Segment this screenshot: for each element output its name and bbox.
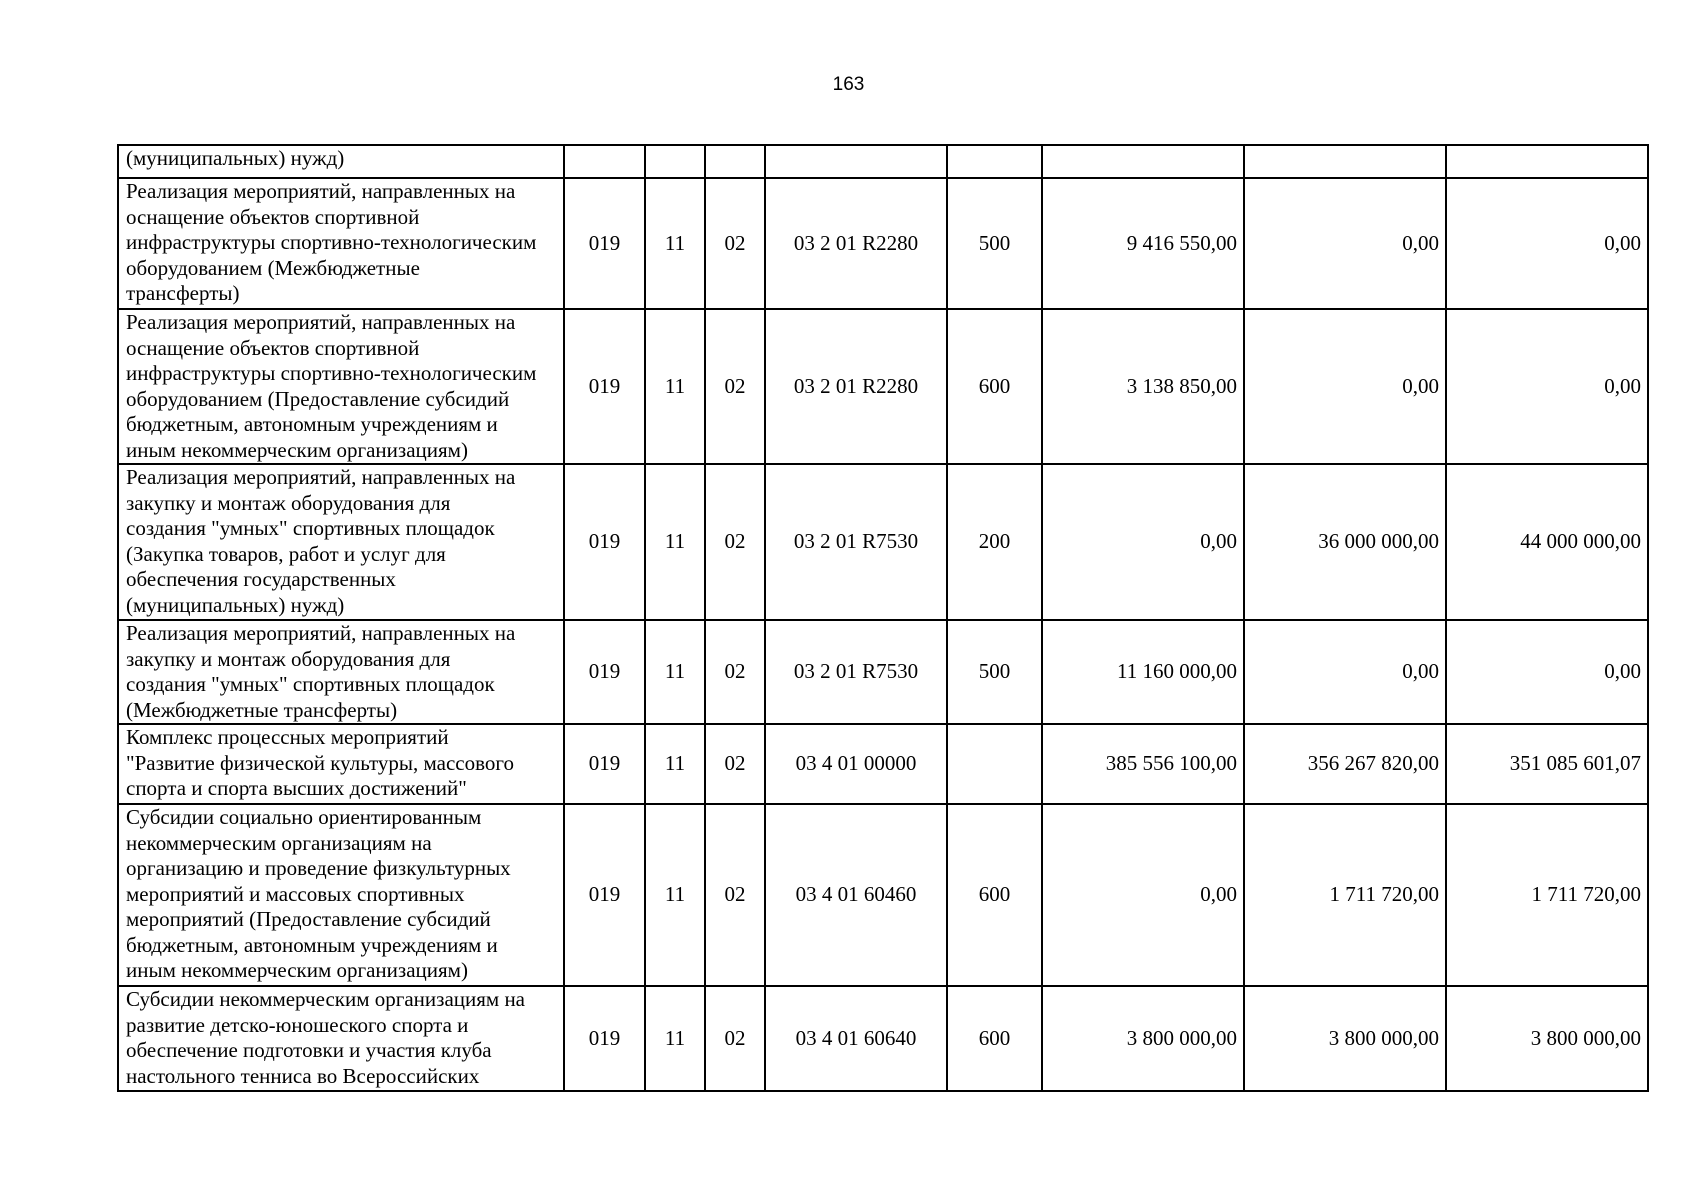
podrazdel-cell bbox=[705, 145, 765, 178]
sum-year2-cell: 0,00 bbox=[1244, 309, 1446, 464]
razdel-cell: 11 bbox=[645, 804, 705, 986]
vr-cell bbox=[947, 145, 1042, 178]
description-line: спорта и спорта высших достижений" bbox=[126, 776, 467, 800]
table-row bbox=[118, 309, 1648, 464]
description-line: (Межбюджетные трансферты) bbox=[126, 697, 398, 722]
csr-cell: 03 2 01 R7530 bbox=[765, 620, 947, 724]
vr-cell bbox=[947, 724, 1042, 804]
vr-cell: 600 bbox=[947, 804, 1042, 986]
description-line: иным некоммерческим организациям) bbox=[126, 958, 468, 982]
sum-year1-cell: 385 556 100,00 bbox=[1042, 724, 1244, 804]
description-line: иным некоммерческим организациям) bbox=[126, 437, 468, 462]
sum-year3-cell: 44 000 000,00 bbox=[1446, 464, 1648, 620]
description-line: развитие детско-юношеского спорта и bbox=[126, 1012, 469, 1037]
description-line: бюджетным, автономным учреждениям и bbox=[126, 932, 498, 957]
vr-cell: 200 bbox=[947, 464, 1042, 620]
csr-cell: 03 2 01 R2280 bbox=[765, 178, 947, 309]
vr-cell: 500 bbox=[947, 620, 1042, 724]
csr-cell bbox=[765, 145, 947, 178]
sum-year2-cell bbox=[1244, 145, 1446, 178]
description-line: закупку и монтаж оборудования для bbox=[126, 490, 451, 515]
podrazdel-cell: 02 bbox=[705, 724, 765, 804]
description-line: (муниципальных) нужд) bbox=[126, 146, 345, 170]
description-line: Субсидии социально ориентированным bbox=[126, 805, 482, 829]
podrazdel-cell: 02 bbox=[705, 309, 765, 464]
table-row bbox=[118, 804, 1648, 986]
razdel-cell bbox=[645, 145, 705, 178]
sum-year2-cell: 0,00 bbox=[1244, 178, 1446, 309]
sum-year1-cell: 11 160 000,00 bbox=[1042, 620, 1244, 724]
description-line: оборудованием (Предоставление субсидий bbox=[126, 386, 510, 411]
description-line: Реализация мероприятий, направленных на bbox=[126, 621, 516, 645]
budget-table-body bbox=[118, 145, 1648, 1091]
page-number: 163 bbox=[832, 74, 865, 95]
description-line: закупку и монтаж оборудования для bbox=[126, 646, 451, 671]
description-line: оборудованием (Межбюджетные bbox=[126, 255, 420, 280]
razdel-cell: 11 bbox=[645, 464, 705, 620]
table-row bbox=[118, 620, 1648, 724]
description-line: организацию и проведение физкультурных bbox=[126, 856, 511, 880]
podrazdel-cell: 02 bbox=[705, 464, 765, 620]
budget-table bbox=[117, 144, 1649, 1092]
csr-cell: 03 4 01 00000 bbox=[765, 724, 947, 804]
vedomstvo-cell: 019 bbox=[564, 309, 645, 464]
description-line: трансферты) bbox=[126, 281, 240, 305]
description-line: "Развитие физической культуры, массового bbox=[126, 750, 514, 775]
vedomstvo-cell: 019 bbox=[564, 178, 645, 309]
sum-year2-cell: 36 000 000,00 bbox=[1244, 464, 1446, 620]
razdel-cell: 11 bbox=[645, 724, 705, 804]
vedomstvo-cell: 019 bbox=[564, 620, 645, 724]
razdel-cell: 11 bbox=[645, 309, 705, 464]
sum-year1-cell bbox=[1042, 145, 1244, 178]
csr-cell: 03 4 01 60640 bbox=[765, 986, 947, 1091]
description-line: инфраструктуры спортивно-технологическим bbox=[126, 361, 537, 385]
podrazdel-cell: 02 bbox=[705, 178, 765, 309]
csr-cell: 03 2 01 R7530 bbox=[765, 464, 947, 620]
description-line: Реализация мероприятий, направленных на bbox=[126, 310, 516, 334]
sum-year3-cell: 1 711 720,00 bbox=[1446, 804, 1648, 986]
description-line: бюджетным, автономным учреждениям и bbox=[126, 412, 498, 436]
description-cell bbox=[118, 145, 564, 178]
sum-year3-cell bbox=[1446, 145, 1648, 178]
table-row bbox=[118, 145, 1648, 178]
table-row bbox=[118, 724, 1648, 804]
table-row bbox=[118, 986, 1648, 1091]
podrazdel-cell: 02 bbox=[705, 986, 765, 1091]
description-line: мероприятий и массовых спортивных bbox=[126, 881, 465, 906]
sum-year3-cell: 0,00 bbox=[1446, 309, 1648, 464]
description-line: Реализация мероприятий, направленных на bbox=[126, 179, 516, 203]
description-line: инфраструктуры спортивно-технологическим bbox=[126, 230, 537, 254]
description-line: обеспечение подготовки и участия клуба bbox=[126, 1038, 492, 1062]
sum-year2-cell: 0,00 bbox=[1244, 620, 1446, 724]
description-cell bbox=[118, 724, 564, 804]
vedomstvo-cell: 019 bbox=[564, 986, 645, 1091]
podrazdel-cell: 02 bbox=[705, 620, 765, 724]
sum-year2-cell: 356 267 820,00 bbox=[1244, 724, 1446, 804]
description-line: создания "умных" спортивных площадок bbox=[126, 672, 495, 696]
description-line: (муниципальных) нужд) bbox=[126, 592, 345, 617]
podrazdel-cell: 02 bbox=[705, 804, 765, 986]
description-cell bbox=[118, 309, 564, 464]
description-cell bbox=[118, 804, 564, 986]
description-line: (Закупка товаров, работ и услуг для bbox=[126, 541, 446, 566]
description-cell bbox=[118, 464, 564, 620]
sum-year3-cell: 3 800 000,00 bbox=[1446, 986, 1648, 1091]
table-row bbox=[118, 464, 1648, 620]
sum-year3-cell: 351 085 601,07 bbox=[1446, 724, 1648, 804]
description-cell bbox=[118, 178, 564, 309]
description-line: настольного тенниса во Всероссийских bbox=[126, 1063, 480, 1088]
description-line: мероприятий (Предоставление субсидий bbox=[126, 907, 491, 931]
vedomstvo-cell: 019 bbox=[564, 464, 645, 620]
description-line: Комплекс процессных мероприятий bbox=[126, 725, 449, 749]
sum-year3-cell: 0,00 bbox=[1446, 178, 1648, 309]
description-line: создания "умных" спортивных площадок bbox=[126, 516, 495, 540]
vedomstvo-cell bbox=[564, 145, 645, 178]
csr-cell: 03 2 01 R2280 bbox=[765, 309, 947, 464]
vr-cell: 500 bbox=[947, 178, 1042, 309]
sum-year2-cell: 1 711 720,00 bbox=[1244, 804, 1446, 986]
sum-year1-cell: 9 416 550,00 bbox=[1042, 178, 1244, 309]
csr-cell: 03 4 01 60460 bbox=[765, 804, 947, 986]
table-row bbox=[118, 178, 1648, 309]
description-line: оснащение объектов спортивной bbox=[126, 335, 420, 360]
sum-year1-cell: 0,00 bbox=[1042, 464, 1244, 620]
description-line: Реализация мероприятий, направленных на bbox=[126, 465, 516, 489]
vedomstvo-cell: 019 bbox=[564, 804, 645, 986]
vedomstvo-cell: 019 bbox=[564, 724, 645, 804]
description-cell bbox=[118, 620, 564, 724]
description-line: оснащение объектов спортивной bbox=[126, 204, 420, 229]
sum-year1-cell: 3 138 850,00 bbox=[1042, 309, 1244, 464]
description-cell bbox=[118, 986, 564, 1091]
razdel-cell: 11 bbox=[645, 178, 705, 309]
description-line: обеспечения государственных bbox=[126, 567, 396, 591]
description-line: некоммерческим организациям на bbox=[126, 830, 432, 855]
razdel-cell: 11 bbox=[645, 620, 705, 724]
description-line: Субсидии некоммерческим организациям на bbox=[126, 987, 525, 1011]
vr-cell: 600 bbox=[947, 309, 1042, 464]
sum-year1-cell: 0,00 bbox=[1042, 804, 1244, 986]
sum-year1-cell: 3 800 000,00 bbox=[1042, 986, 1244, 1091]
sum-year2-cell: 3 800 000,00 bbox=[1244, 986, 1446, 1091]
vr-cell: 600 bbox=[947, 986, 1042, 1091]
sum-year3-cell: 0,00 bbox=[1446, 620, 1648, 724]
razdel-cell: 11 bbox=[645, 986, 705, 1091]
